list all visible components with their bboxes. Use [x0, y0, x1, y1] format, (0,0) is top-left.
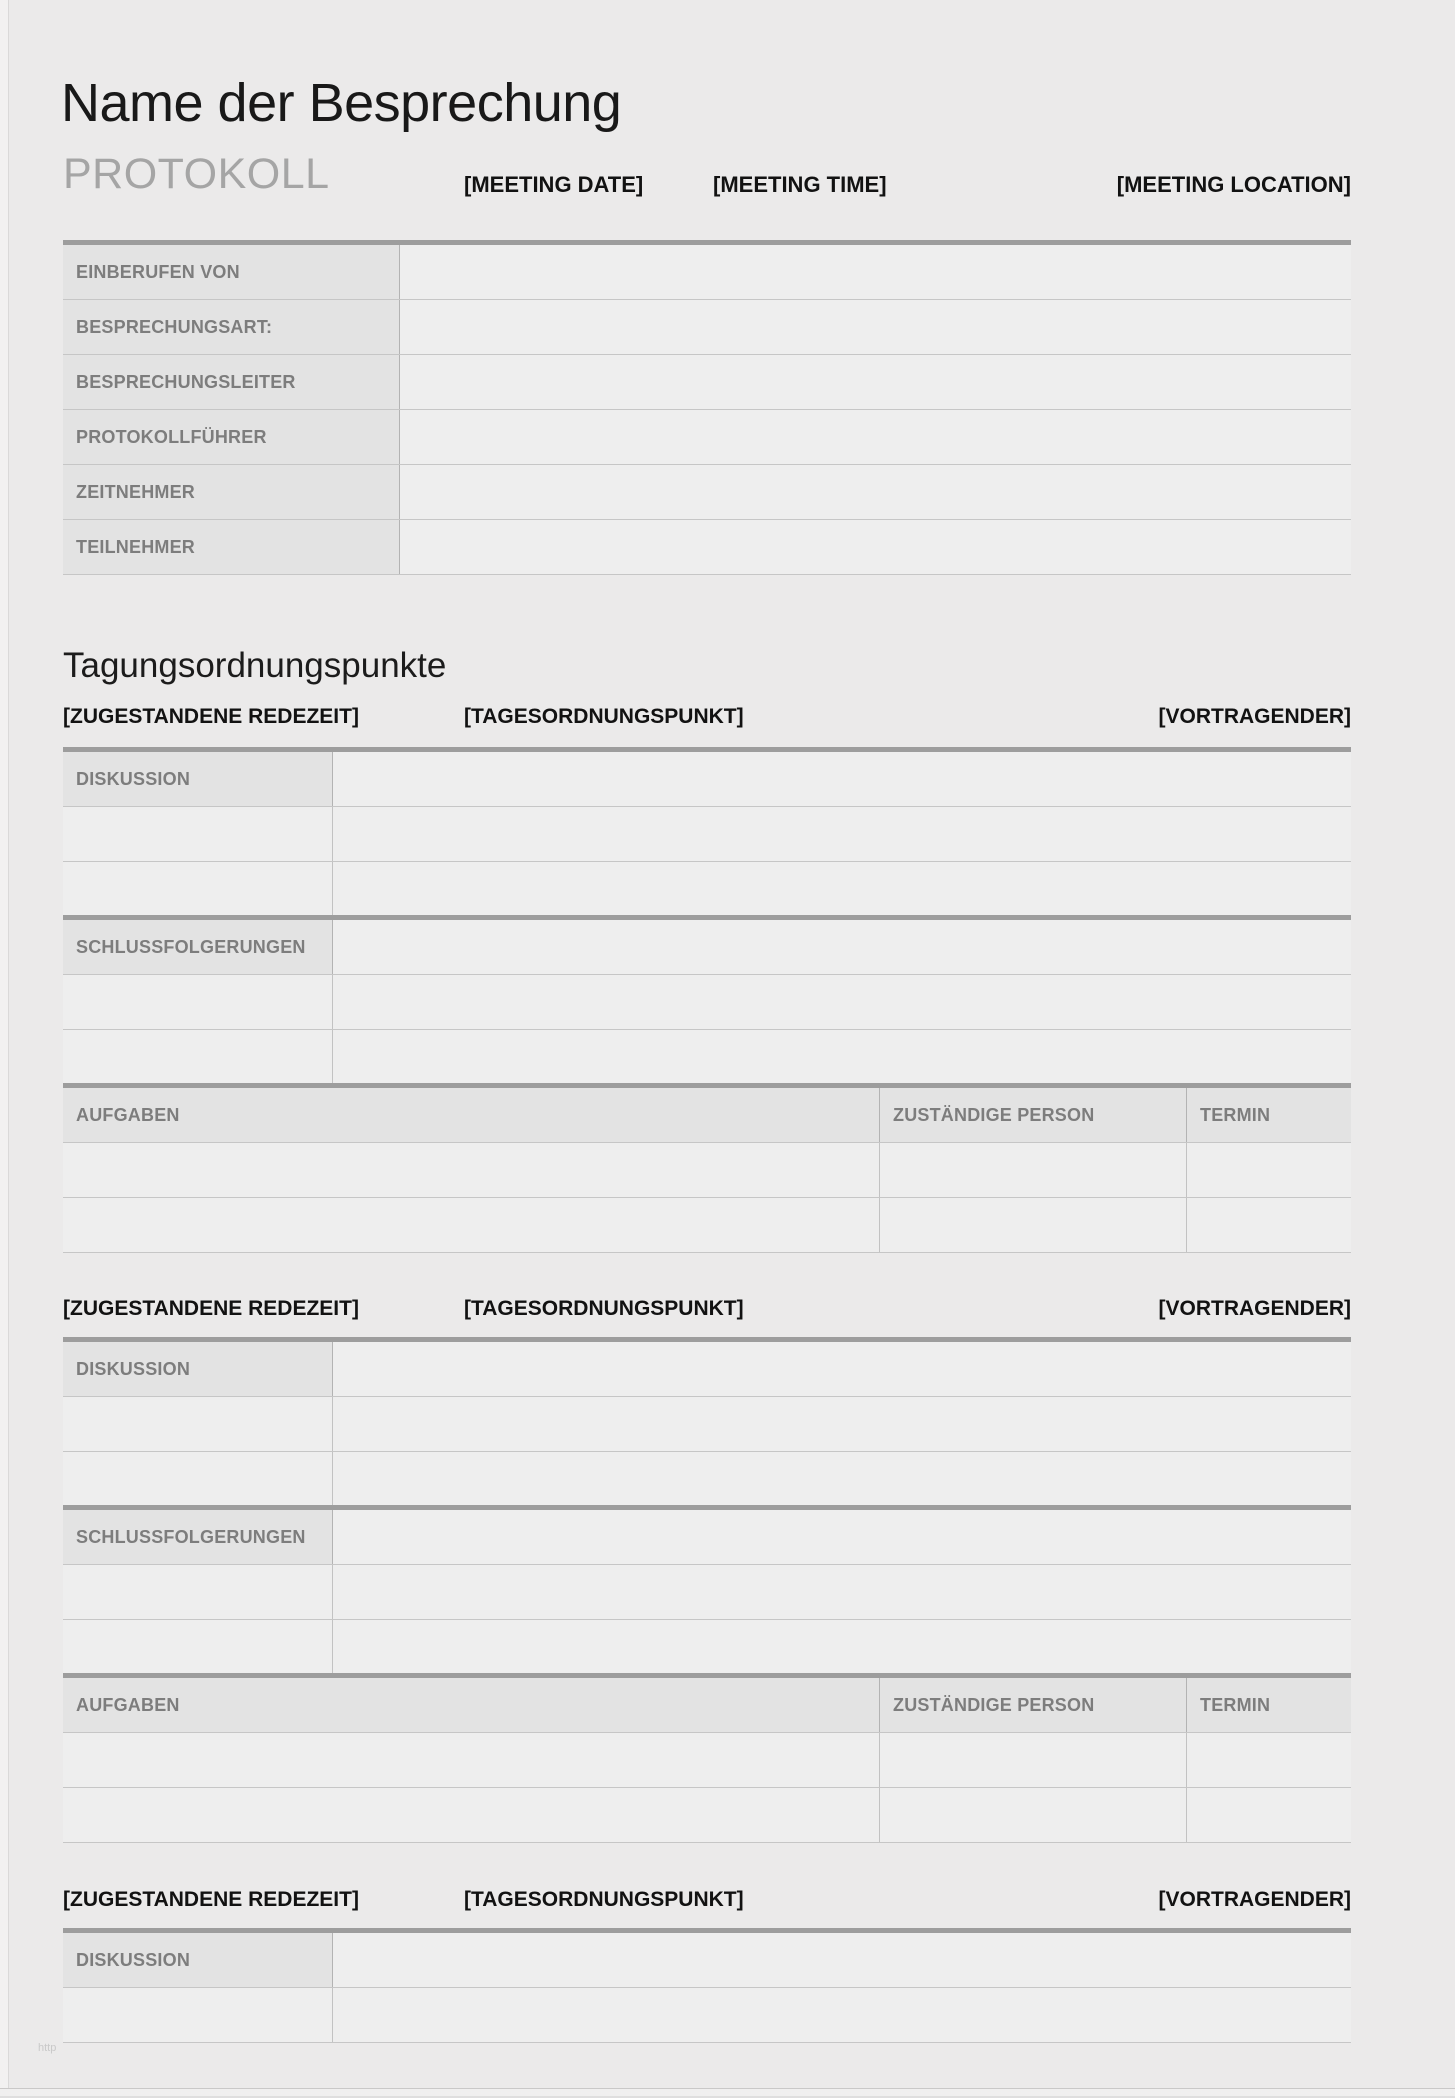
- empty-cell[interactable]: [333, 1452, 1351, 1506]
- agenda-heading: Tagungsordnungspunkte: [63, 646, 447, 685]
- diskussion-value-cell[interactable]: [333, 1342, 1351, 1396]
- table-header-row: [63, 1088, 1351, 1143]
- vortragender-placeholder[interactable]: [VORTRAGENDER]: [1158, 1297, 1351, 1320]
- empty-cell[interactable]: [63, 975, 333, 1029]
- vortragender-placeholder[interactable]: [VORTRAGENDER]: [1158, 1888, 1351, 1911]
- table-row: [63, 1452, 1351, 1507]
- empty-cell[interactable]: [880, 1198, 1187, 1252]
- table-row: [63, 1788, 1351, 1843]
- empty-cell[interactable]: [1187, 1733, 1351, 1787]
- table-row: [63, 1198, 1351, 1253]
- empty-cell[interactable]: [333, 1988, 1351, 2042]
- empty-cell[interactable]: [63, 1452, 333, 1506]
- aufgaben-label: AUFGABEN: [76, 1694, 180, 1715]
- document-type-label: PROTOKOLL: [63, 150, 330, 198]
- table-row: [63, 1030, 1351, 1085]
- diskussion-label-cell: [63, 752, 333, 806]
- redezeit-placeholder[interactable]: [ZUGESTANDENE REDEZEIT]: [63, 705, 359, 728]
- table-header-row: [63, 1678, 1351, 1733]
- empty-cell[interactable]: [1187, 1198, 1351, 1252]
- schlussfolgerungen-label: SCHLUSSFOLGERUNGEN: [76, 936, 306, 957]
- info-label: ZEITNEHMER: [76, 481, 195, 502]
- diskussion-table: [63, 747, 1351, 917]
- info-label: PROTOKOLLFÜHRER: [76, 426, 267, 447]
- table-row: [63, 1933, 1351, 1988]
- termin-label: TERMIN: [1200, 1694, 1271, 1715]
- info-label: TEILNEHMER: [76, 536, 195, 557]
- meeting-location-placeholder[interactable]: [MEETING LOCATION]: [1116, 172, 1351, 197]
- diskussion-label-cell: [63, 1342, 333, 1396]
- info-label-cell: [63, 520, 400, 574]
- schlussfolgerungen-label: SCHLUSSFOLGERUNGEN: [76, 1526, 306, 1547]
- agenda-item-placeholders: [63, 1888, 1351, 1914]
- empty-cell[interactable]: [333, 1565, 1351, 1619]
- info-label-cell: [63, 245, 400, 299]
- zustaendige-person-label: ZUSTÄNDIGE PERSON: [893, 1694, 1095, 1715]
- diskussion-label: DISKUSSION: [76, 1949, 191, 1970]
- info-label: BESPRECHUNGSART:: [76, 316, 273, 337]
- table-row: [63, 752, 1351, 807]
- agenda-item-placeholders: [63, 1297, 1351, 1323]
- table-row: [63, 920, 1351, 975]
- empty-cell[interactable]: [333, 1030, 1351, 1084]
- info-row: [63, 465, 1351, 520]
- diskussion-table: [63, 1337, 1351, 1507]
- termin-header-cell: [1187, 1088, 1351, 1142]
- tagesordnungspunkt-placeholder[interactable]: [TAGESORDNUNGSPUNKT]: [464, 705, 744, 728]
- schlussfolgerungen-label-cell: [63, 1510, 333, 1564]
- schlussfolgerungen-value-cell[interactable]: [333, 920, 1351, 974]
- empty-cell[interactable]: [63, 1620, 333, 1674]
- empty-cell[interactable]: [63, 807, 333, 861]
- page-title: Name der Besprechung: [61, 73, 622, 133]
- diskussion-value-cell[interactable]: [333, 752, 1351, 806]
- info-row: [63, 355, 1351, 410]
- aufgaben-table: [63, 1673, 1351, 1843]
- table-row: [63, 862, 1351, 917]
- aufgaben-header-cell: [63, 1088, 880, 1142]
- zustaendige-person-header-cell: [880, 1678, 1187, 1732]
- redezeit-placeholder[interactable]: [ZUGESTANDENE REDEZEIT]: [63, 1297, 359, 1320]
- schlussfolgerungen-value-cell[interactable]: [333, 1510, 1351, 1564]
- empty-cell[interactable]: [63, 1030, 333, 1084]
- empty-cell[interactable]: [333, 1397, 1351, 1451]
- info-value-cell[interactable]: [400, 245, 1351, 299]
- empty-cell[interactable]: [63, 1397, 333, 1451]
- info-row: [63, 410, 1351, 465]
- meeting-time-placeholder[interactable]: [MEETING TIME]: [713, 172, 887, 197]
- page-bottom-edge: [0, 2088, 1455, 2098]
- diskussion-table: [63, 1928, 1351, 2043]
- tagesordnungspunkt-placeholder[interactable]: [TAGESORDNUNGSPUNKT]: [464, 1888, 744, 1911]
- empty-cell[interactable]: [333, 807, 1351, 861]
- table-row: [63, 1620, 1351, 1675]
- info-table: [63, 240, 1351, 575]
- tagesordnungspunkt-placeholder[interactable]: [TAGESORDNUNGSPUNKT]: [464, 1297, 744, 1320]
- schlussfolgerungen-table: [63, 1505, 1351, 1675]
- agenda-item-placeholders: [63, 705, 1351, 731]
- diskussion-value-cell[interactable]: [333, 1933, 1351, 1987]
- diskussion-label-cell: [63, 1933, 333, 1987]
- empty-cell[interactable]: [333, 975, 1351, 1029]
- empty-cell[interactable]: [1187, 1143, 1351, 1197]
- vortragender-placeholder[interactable]: [VORTRAGENDER]: [1158, 705, 1351, 728]
- info-value-cell[interactable]: [400, 410, 1351, 464]
- empty-cell[interactable]: [333, 862, 1351, 916]
- table-row: [63, 1143, 1351, 1198]
- empty-cell[interactable]: [63, 1988, 333, 2042]
- aufgaben-table: [63, 1083, 1351, 1253]
- diskussion-label: DISKUSSION: [76, 768, 191, 789]
- empty-cell[interactable]: [63, 1565, 333, 1619]
- watermark-text: http: [38, 2042, 57, 2054]
- info-label-cell: [63, 355, 400, 409]
- info-row: [63, 245, 1351, 300]
- info-label-cell: [63, 300, 400, 354]
- table-row: [63, 807, 1351, 862]
- info-value-cell[interactable]: [400, 300, 1351, 354]
- empty-cell[interactable]: [63, 862, 333, 916]
- aufgaben-header-cell: [63, 1678, 880, 1732]
- info-value-cell[interactable]: [400, 465, 1351, 519]
- table-row: [63, 1565, 1351, 1620]
- empty-cell[interactable]: [333, 1620, 1351, 1674]
- meeting-date-placeholder[interactable]: [MEETING DATE]: [464, 172, 644, 197]
- info-label: EINBERUFEN VON: [76, 261, 240, 282]
- table-row: [63, 975, 1351, 1030]
- info-label-cell: [63, 410, 400, 464]
- redezeit-placeholder[interactable]: [ZUGESTANDENE REDEZEIT]: [63, 1888, 359, 1911]
- empty-cell[interactable]: [880, 1733, 1187, 1787]
- aufgaben-label: AUFGABEN: [76, 1104, 180, 1125]
- table-row: [63, 1733, 1351, 1788]
- empty-cell[interactable]: [63, 1198, 880, 1252]
- empty-cell[interactable]: [63, 1788, 880, 1842]
- table-row: [63, 1397, 1351, 1452]
- diskussion-label: DISKUSSION: [76, 1358, 191, 1379]
- info-value-cell[interactable]: [400, 520, 1351, 574]
- zustaendige-person-label: ZUSTÄNDIGE PERSON: [893, 1104, 1095, 1125]
- page-left-edge: [0, 0, 9, 2095]
- table-row: [63, 1510, 1351, 1565]
- schlussfolgerungen-label-cell: [63, 920, 333, 974]
- empty-cell[interactable]: [63, 1143, 880, 1197]
- termin-header-cell: [1187, 1678, 1351, 1732]
- empty-cell[interactable]: [1187, 1788, 1351, 1842]
- empty-cell[interactable]: [63, 1733, 880, 1787]
- zustaendige-person-header-cell: [880, 1088, 1187, 1142]
- table-row: [63, 1342, 1351, 1397]
- termin-label: TERMIN: [1200, 1104, 1271, 1125]
- empty-cell[interactable]: [880, 1788, 1187, 1842]
- info-label: BESPRECHUNGSLEITER: [76, 371, 296, 392]
- info-value-cell[interactable]: [400, 355, 1351, 409]
- info-row: [63, 300, 1351, 355]
- schlussfolgerungen-table: [63, 915, 1351, 1085]
- info-row: [63, 520, 1351, 575]
- table-row: [63, 1988, 1351, 2043]
- empty-cell[interactable]: [880, 1143, 1187, 1197]
- info-label-cell: [63, 465, 400, 519]
